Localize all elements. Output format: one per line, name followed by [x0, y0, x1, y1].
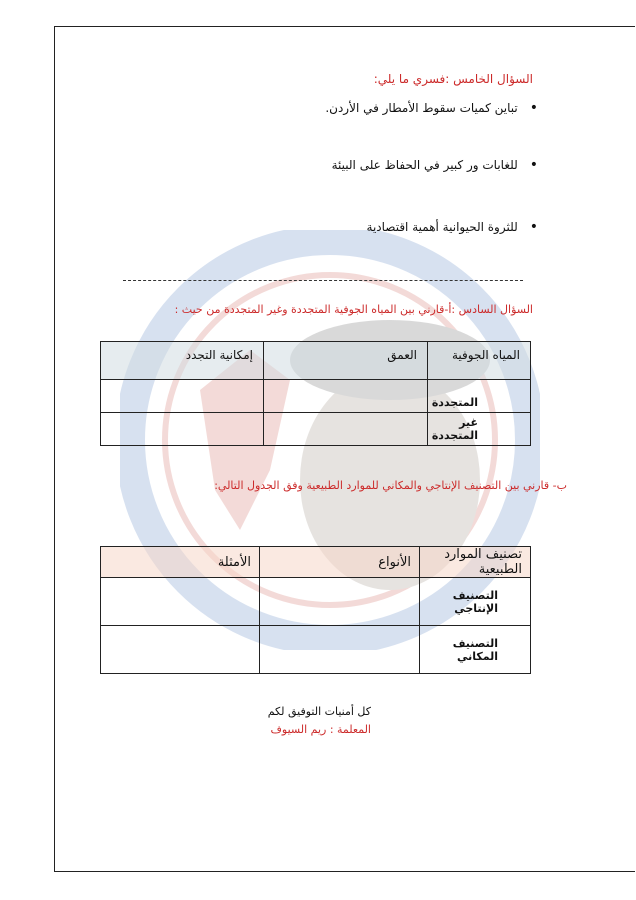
table-row [101, 380, 531, 413]
table-header-cell: العمق [264, 342, 428, 380]
answer-cell[interactable] [101, 626, 260, 674]
closing-text: كل أمنيات التوفيق لكم [267, 705, 371, 718]
table-row [101, 578, 531, 626]
table-header-cell: إمكانية التجدد [101, 342, 264, 380]
table-header-cell: الأنواع [260, 547, 420, 578]
teacher-name: المعلمة : ريم السيوف [270, 723, 371, 736]
question5-title: السؤال الخامس :فسري ما يلي: [373, 72, 533, 86]
partb-title: ب- قارني بين التصنيف الإنتاجي والمكاني للموارد الطبيعية وفق الجدول التالي: [214, 479, 567, 492]
table-header-cell: تصنيف الموارد الطبيعية [420, 547, 531, 578]
table-row [101, 413, 531, 446]
resources-table [100, 546, 531, 674]
row-label: غير المتجددة [428, 413, 531, 446]
table-row [101, 626, 531, 674]
answer-cell[interactable] [101, 380, 264, 413]
answer-cell[interactable] [264, 413, 428, 446]
answer-cell[interactable] [260, 578, 420, 626]
groundwater-table [100, 341, 531, 446]
answer-cell[interactable] [101, 413, 264, 446]
table-header-cell: الأمثلة [101, 547, 260, 578]
page-border [54, 26, 635, 872]
table-header-row [101, 547, 531, 578]
separator-line [123, 280, 523, 281]
row-label: المتجددة [428, 380, 531, 413]
answer-cell[interactable] [260, 626, 420, 674]
question5-item: • للغابات ور كبير في الحفاظ على البيئة [332, 157, 538, 173]
table-header-cell: المياه الجوفية [428, 342, 531, 380]
answer-cell[interactable] [101, 578, 260, 626]
table-header-row [101, 342, 531, 380]
row-label: التصنيف الإنتاجي [420, 578, 531, 626]
row-label: التصنيف المكاني [420, 626, 531, 674]
question6-title: السؤال السادس :أ-قارني بين المياه الجوفية المتجددة وغير المتجددة من حيث : [174, 303, 533, 316]
question5-item: • للثروة الحيوانية أهمية اقتصادية [367, 219, 538, 235]
answer-cell[interactable] [264, 380, 428, 413]
question5-item: • تباين كميات سقوط الأمطار في الأردن. [325, 100, 538, 116]
